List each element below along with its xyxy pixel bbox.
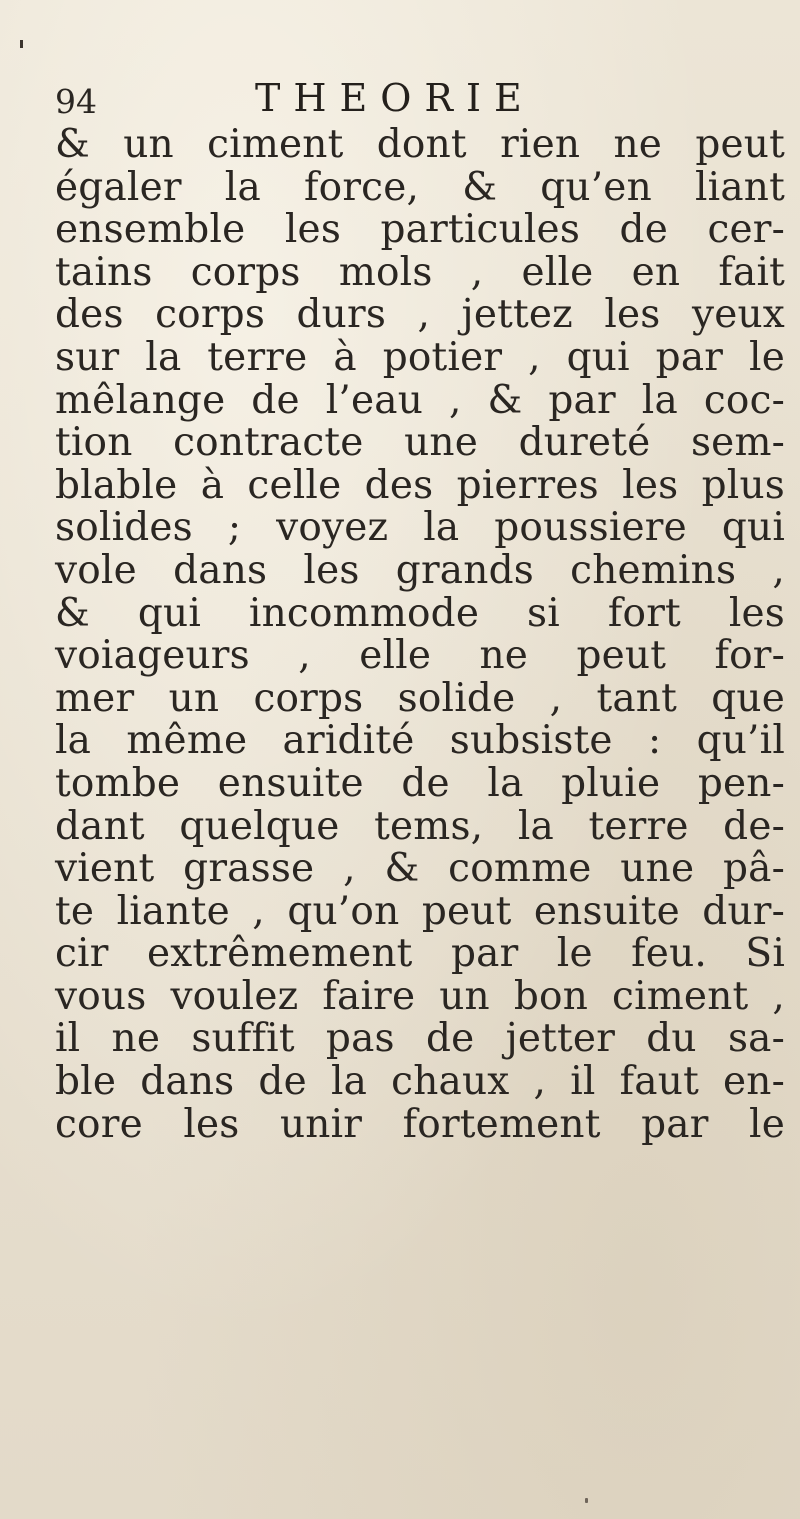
text-line: te liante , qu’on peut ensuite dur- [55, 888, 785, 934]
text-line: dant quelque tems, la terre de- [55, 803, 785, 849]
text-line: il ne suffit pas de jetter du sa- [55, 1016, 785, 1062]
ink-mark [20, 40, 23, 48]
text-line: core les unir fortement par le [55, 1101, 785, 1147]
text-line: tion contracte une dureté sem- [55, 420, 785, 466]
text-line: voiageurs , elle ne peut for- [55, 633, 785, 679]
text-line: tombe ensuite de la pluie pen- [55, 760, 785, 806]
text-line: ble dans de la chaux , il faut en- [55, 1059, 785, 1105]
text-line: la même aridité subsiste : qu’il [55, 718, 785, 764]
text-line: vient grasse , & comme une pâ- [55, 846, 785, 892]
text-line: solides ; voyez la poussiere qui [55, 505, 785, 551]
page-number: 94 [55, 82, 97, 121]
text-line: tains corps mols , elle en fait [55, 249, 785, 295]
text-line: des corps durs , jettez les yeux [55, 292, 785, 338]
text-line: & un ciment dont rien ne peut [55, 122, 785, 167]
text-line: égaler la force, & qu’en liant [55, 164, 785, 210]
text-line: vole dans les grands chemins , [55, 547, 785, 593]
text-line: mer un corps solide , tant que [55, 675, 785, 721]
text-line: ensemble les particules de cer- [55, 207, 785, 253]
text-line: sur la terre à potier , qui par le [55, 334, 785, 380]
running-title: THEORIE [255, 76, 535, 120]
paper-speck [585, 1498, 588, 1503]
text-line: blable à celle des pierres les plus [55, 462, 785, 508]
body-text [55, 124, 785, 1146]
text-line: mêlange de l’eau , & par la coc- [55, 377, 785, 423]
text-line: cir extrêmement par le feu. Si [55, 931, 785, 977]
page-header [55, 76, 755, 122]
text-line: vous voulez faire un bon ciment , [55, 973, 785, 1019]
text-line: & qui incommode si fort les [55, 590, 785, 636]
